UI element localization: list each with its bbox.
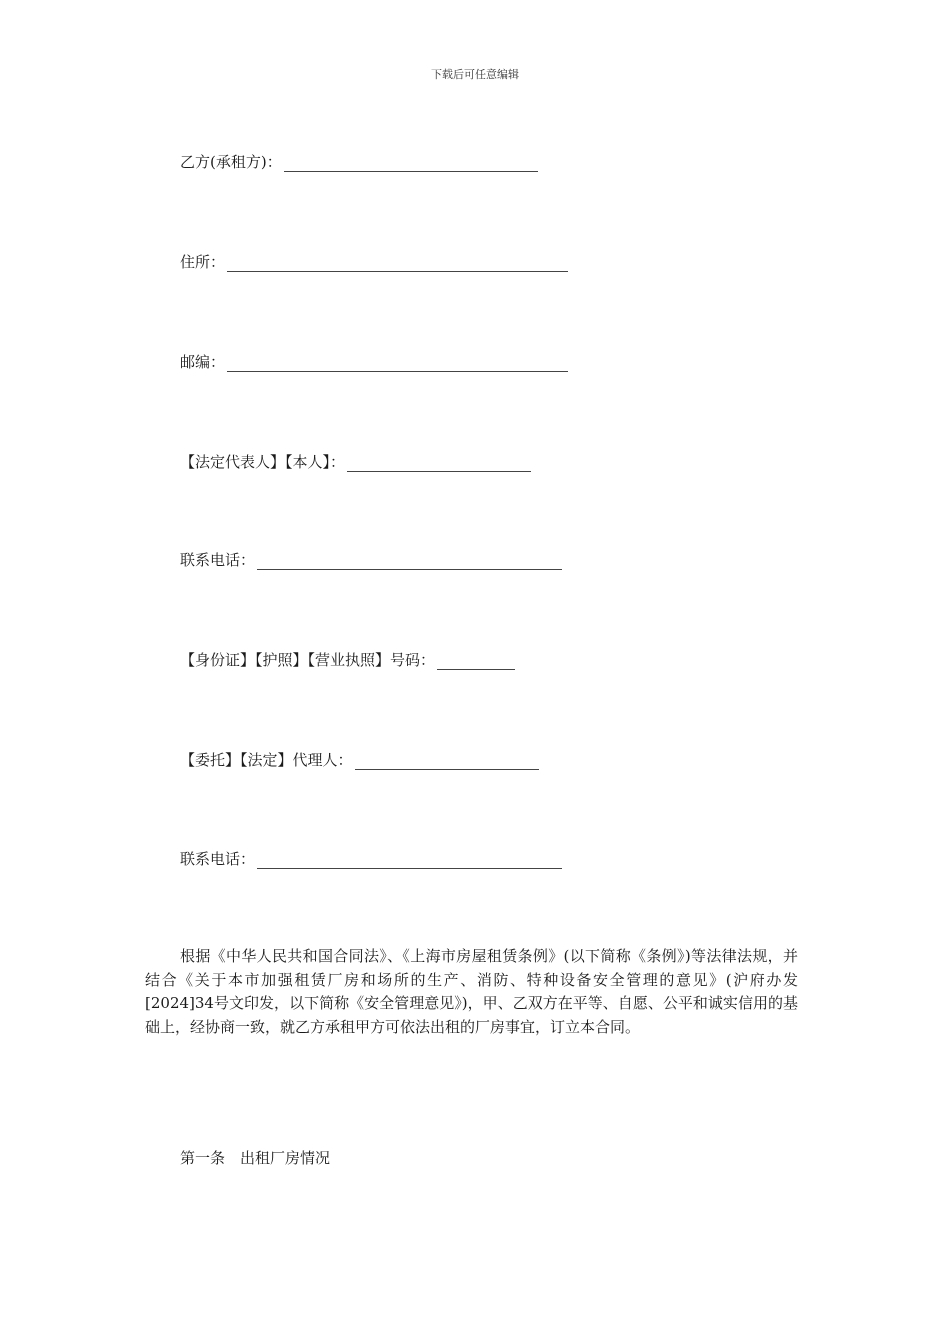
page-header-note: 下载后可任意编辑 (431, 68, 519, 81)
phone-label-2: 联系电话： (180, 850, 256, 868)
section-one-title: 第一条 出租厂房情况 (180, 1149, 331, 1167)
legal-representative-label: 【法定代表人】【本人】： (180, 453, 346, 471)
id-number-blank[interactable] (437, 653, 515, 670)
postcode-row (180, 352, 568, 372)
lessee-name-blank[interactable] (284, 155, 538, 172)
address-blank[interactable] (227, 255, 568, 272)
lessee-name-label: 乙方(承租方)： (180, 153, 282, 171)
agent-row (180, 750, 539, 770)
id-number-label: 【身份证】【护照】【营业执照】号码： (180, 651, 436, 669)
phone-row-2 (180, 849, 562, 869)
phone-label-1: 联系电话： (180, 551, 256, 569)
postcode-label: 邮编： (180, 353, 226, 371)
address-row (180, 252, 568, 272)
address-label: 住所： (180, 253, 226, 271)
lessee-name-row (180, 152, 538, 172)
postcode-blank[interactable] (227, 355, 568, 372)
legal-representative-row (180, 452, 531, 472)
legal-representative-blank[interactable] (347, 455, 531, 472)
agent-label: 【委托】【法定】代理人： (180, 751, 353, 769)
id-number-row (180, 650, 515, 670)
phone-row-1 (180, 550, 562, 570)
phone-blank-1[interactable] (257, 553, 562, 570)
contract-preamble-paragraph: 根据《中华人民共和国合同法》、《上海市房屋租赁条例》(以下简称《条例》)等法律法规，并结合《关于本市加强租赁厂房和场所的生产、消防、特种设备安全管理的意见》(沪府办发[2024]34号文印发，以下简称《安全管理意见》)，甲、乙双方在平等、自愿、公平和诚实信用的基础上，经协商一致，就乙方承租甲方可依法出租的厂房事宜，订立本合同。 (145, 947, 798, 1036)
phone-blank-2[interactable] (257, 852, 562, 869)
agent-blank[interactable] (355, 753, 539, 770)
